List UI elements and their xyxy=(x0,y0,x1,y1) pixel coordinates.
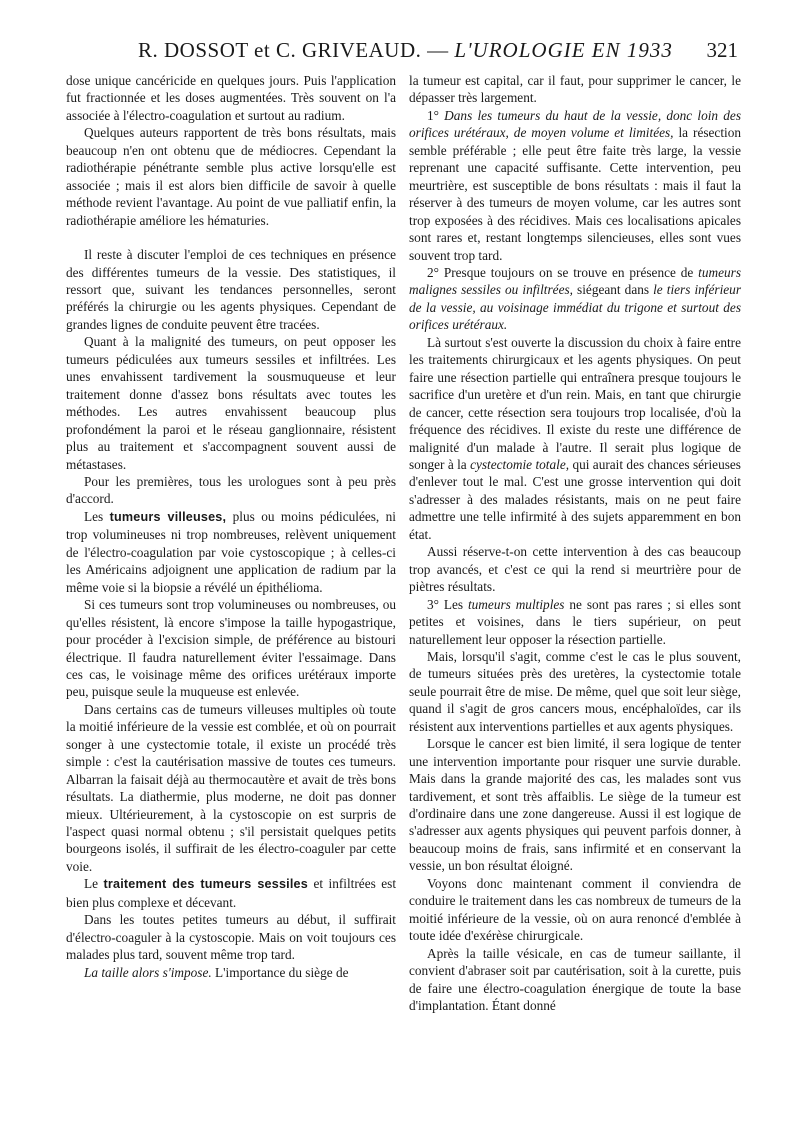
paragraph xyxy=(409,334,741,543)
text-run: la résection semble préférable ; elle peut être faite très large, la vessie reprenant une capacité suffisante. Cette intervention, peu meurtrière, est susceptible de bons résultats : mais il faut la réserver à des tumeurs de moyen volume, car les autres sont trop exposées à des récidives. Mais ces localisations apicales sont rares et, restant longtemps silencieuses, elles sont vues souvent trop tard. xyxy=(409,125,742,263)
paragraph: Quelques auteurs rapportent de très bons résultats, mais beaucoup n'en ont obtenu que de médiocres. Cependant la radiothérapie pénétrante semble plus active lorsqu'elle est associée ; mais il est alors bien difficile de savoir à quelle méthode revient l'avantage. Au point de vue palliatif enfin, la radiothérapie améliore les hématuries. xyxy=(66,125,396,228)
text-run: et infiltrées est bien plus complexe et décevant. xyxy=(66,876,397,910)
italic-run: tumeurs malignes sessiles ou infiltrées, xyxy=(409,264,742,298)
italic-run: La taille alors s'impose. xyxy=(84,964,212,980)
list-number: 3° Les xyxy=(427,596,464,612)
right-column xyxy=(409,72,741,1014)
text-run: L'importance du siège de xyxy=(215,964,349,980)
paragraph: Mais, lorsqu'il s'agit, comme c'est le cas le plus souvent, de tumeurs situées près des uretères, la cystectomie totale seule pourrait être de mise. De même, quel que soit leur siège, quand il s'agit de gros cancers mous, encéphaloïdes, car ils résistent aux interventions partielles et aux agents physiques. xyxy=(409,648,741,734)
list-number: 2° xyxy=(427,264,439,280)
italic-run: cystectomie totale, xyxy=(470,456,570,472)
header-authors: R. DOSSOT et C. GRIVEAUD. xyxy=(138,38,422,62)
text-run: qui aurait des chances sérieuses d'enlever tout le mal. C'est une grosse intervention qui doit s'adresser à des malades résistants, mais on ne peut faire admettre une telle infirmité à des sujets apparemment en bon état. xyxy=(409,456,741,542)
left-column xyxy=(66,72,396,981)
paragraph: Il reste à discuter l'emploi de ces techniques en présence des différentes tumeurs de la vessie. Des statistiques, il ressort que, suivant les tendances personnelles, seront préférés la chirurgie ou les agents physiques. Cependant de grandes lignes de conduite peuvent être tracées. xyxy=(66,247,396,332)
page-number: 321 xyxy=(706,38,738,62)
paragraph: dose unique cancéricide en quelques jours. Puis l'application fut fractionnée et les doses augmentées. Très souvent on l'a associée à l'électro-coagulation et surtout au radium. xyxy=(66,73,396,123)
paragraph: Lorsque le cancer est bien limité, il sera logique de tenter une intervention importante pour risquer une survie durable. Mais dans la grande majorité des cas, les malades sont vus tardivement, et sont très affaiblis. Le siège de la tumeur est d'ordinaire dans une zone dangereuse. Aussi il est logique de s'adresser aux agents physiques qui peuvent parfois donner, à beaucoup moins de frais, sans infirmité et en conservant la vessie, un bon résultat éloigné. xyxy=(409,736,741,874)
paragraph xyxy=(409,264,741,334)
paragraph: Après la taille vésicale, en cas de tumeur saillante, il convient d'abraser soit par cautérisation, soit à la curette, puis de faire une électro-coagulation énergique de toute la base d'implantation. Étant donné xyxy=(409,945,741,1014)
italic-run: le tiers inférieur de la vessie, au voisinage immédiat du trigone et surtout des orifices urétéraux. xyxy=(409,282,741,333)
text-run: Le xyxy=(84,876,99,892)
paragraph: Voyons donc maintenant comment il conviendra de conduire le traitement dans les cas nombreux de tumeurs de la moitié inférieure de la vessie, où on aura renoncé d'emblée à toute idée d'exérèse chirurgicale. xyxy=(409,875,741,944)
paragraph: Aussi réserve-t-on cette intervention à des cas beaucoup trop avancés, et c'est ce qui la rend si meurtrière pour de piètres résultats. xyxy=(409,544,741,595)
paragraph: Quant à la malignité des tumeurs, on peut opposer les tumeurs pédiculées aux tumeurs sessiles et infiltrées. Les unes envahissent tardivement la sousmuqueuse et leur traitement donne d'assez bons résultats avec toutes les méthodes. Les autres envahissent beaucoup plus profondément la paroi et le réseau ganglionnaire, résistent plus au traitement et s'accompagnent souvent aussi de métastases. xyxy=(66,334,396,472)
paragraph: Si ces tumeurs sont trop volumineuses ou nombreuses, ou qu'elles résistent, là encore s'impose la taille hypogastrique, pour procéder à l'excision simple, de préférence au bistouri électrique. Il faudra naturellement éviter l'essaimage. Dans ces cas, le voisinage même des orifices urétéraux importe peu, puisque seule la muqueuse est enlevée. xyxy=(66,597,396,700)
text-run: Là surtout s'est ouverte la discussion du choix à faire entre les traitements chirurgicaux et les agents physiques. On peut faire une résection partielle qui entraînera presque toujours le sacrifice d'un uretère et d'un rein. Mais, en tant que chirurgie de cancer, cette résection sera toujours trop localisée, d'où la fréquence des récidives. Il existe du reste une différence de malignité d'un malade à l'autre. Il serait plus logique de songer à la xyxy=(409,334,741,472)
running-header xyxy=(66,36,742,70)
paragraph xyxy=(66,875,396,911)
text-run: ne sont pas rares ; si elles sont petites et voisines, dans le tiers supérieur, on peut naturellement leur opposer la résection partielle. xyxy=(409,596,742,647)
bold-term: traitement des tumeurs sessiles xyxy=(103,877,308,892)
header-journal: L'UROLOGIE EN 1933 xyxy=(454,38,673,62)
header-dash: — xyxy=(427,38,449,62)
text-run: siégeant dans xyxy=(577,282,650,298)
list-number: 1° xyxy=(427,107,439,123)
paragraph: Dans certains cas de tumeurs villeuses multiples où toute la moitié inférieure de la vessie est comblée, et où on pourrait songer à une cystectomie totale, il existe un procédé très simple : c'est la cautérisation massive de toutes ces tumeurs. Albarran la faisait déjà au thermocautère et avait de très bons résultats. La diathermie, plus moderne, ne doit pas donner mieux. Ultérieurement, à la cystoscopie on est surpris de l'aspect quasi normal obtenu ; s'il persistait quelques petits bourgeons isolés, il suffirait de les électro-coaguler par cette voie. xyxy=(66,701,396,874)
text-run: Presque toujours on se trouve en présence de xyxy=(443,264,694,280)
bold-term: tumeurs villeuses, xyxy=(109,509,227,524)
paragraph: Pour les premières, tous les urologues sont à peu près d'accord. xyxy=(66,473,396,507)
paragraph: la tumeur est capital, car il faut, pour supprimer le cancer, le dépasser très largement. xyxy=(409,73,741,106)
text-run: Les xyxy=(84,508,104,524)
text-run: plus ou moins pédiculées, ni trop volumineuses ni trop nombreuses, relèvent uniquement de l'électro-coagulation par voie cystoscopique ; à celles-ci les Américains adjoignent une application de radium par la même voie si la biopsie a révélé un épithélioma. xyxy=(66,508,397,595)
italic-run: tumeurs multiples xyxy=(467,596,565,612)
paragraph xyxy=(66,964,396,981)
paragraph xyxy=(409,107,741,264)
italic-run: Dans les tumeurs du haut de la vessie, donc loin des orifices urétéraux, de moyen volume et limitées, xyxy=(409,107,741,141)
paragraph xyxy=(409,596,741,648)
header-title xyxy=(138,38,673,63)
paragraph: Dans les toutes petites tumeurs au début, il suffirait d'électro-coaguler à la cystoscopie. Mais on voit toujours ces malades plus tard, souvent même trop tard. xyxy=(66,912,396,963)
paragraph xyxy=(66,508,396,596)
